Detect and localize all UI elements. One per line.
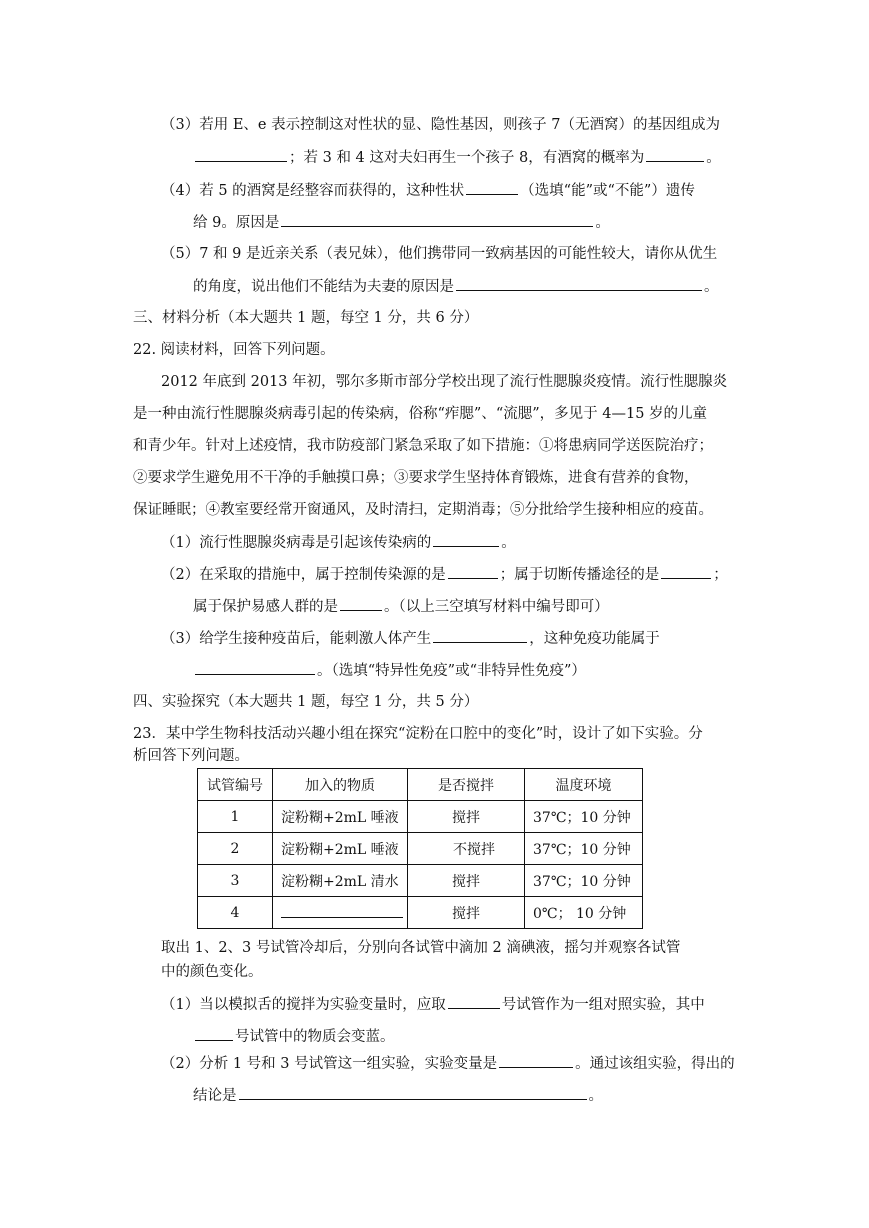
blank[interactable]	[195, 147, 287, 162]
cell: 37℃；10 分钟	[525, 801, 643, 833]
cell: 0℃； 10 分钟	[525, 897, 643, 929]
header-cell: 试管编号	[198, 769, 273, 801]
blank[interactable]	[195, 1026, 233, 1041]
blank[interactable]	[661, 564, 711, 579]
cell: 淀粉糊+2mL 唾液	[273, 801, 408, 833]
cell: 搅拌	[408, 865, 525, 897]
blank[interactable]	[646, 147, 704, 162]
cell: 淀粉糊+2mL 清水	[273, 865, 408, 897]
q22-3-line2: 。（选填“特异性免疫”或“非特异性免疫”）	[193, 660, 586, 681]
section-4-heading: 四、实验探究（本大题共 1 题，每空 1 分，共 5 分）	[133, 694, 479, 710]
blank[interactable]	[281, 903, 403, 918]
experiment-table	[197, 768, 643, 929]
q23-1-line1: （1）当以模拟舌的搅拌为实验变量时，应取 号试管作为一组对照实验，其中	[161, 994, 705, 1015]
cell: 不搅拌	[408, 833, 525, 865]
q22-material-line4: ②要求学生避免用不干净的手触摸口鼻；③要求学生坚持体育锻炼，进食有营养的食物，	[133, 470, 699, 486]
blank[interactable]	[448, 564, 498, 579]
table-row	[198, 897, 643, 929]
q23-instruction-line2: 中的颜色变化。	[161, 964, 263, 980]
cell: 4	[198, 897, 273, 929]
q21-3-line2: ；若 3 和 4 这对夫妇再生一个孩子 8，有酒窝的概率为 。	[193, 147, 721, 168]
q22-3-line1: （3）给学生接种疫苗后，能刺激人体产生 ，这种免疫功能属于	[161, 628, 660, 649]
q23-title-line2: 析回答下列问题。	[133, 748, 249, 764]
cell: 淀粉糊+2mL 唾液	[273, 833, 408, 865]
q22-material-line2: 是一种由流行性腮腺炎病毒引起的传染病，俗称“痄腮”、“流腮”，多见于 4—15 岁的儿童	[133, 406, 708, 422]
cell: 37℃；10 分钟	[525, 833, 643, 865]
q23-instruction-line1: 取出 1、2、3 号试管冷却后，分别向各试管中滴加 2 滴碘液，摇匀并观察各试管	[161, 940, 681, 956]
table-row	[198, 801, 643, 833]
table-row	[198, 865, 643, 897]
blank[interactable]	[281, 212, 593, 227]
cell: 2	[198, 833, 273, 865]
q21-3-line1: （3）若用 E、e 表示控制这对性状的显、隐性基因，则孩子 7（无酒窝）的基因组成为	[161, 117, 720, 133]
q22-2-line2: 属于保护易感人群的是 。（以上三空填写材料中编号即可）	[193, 596, 609, 617]
q22-title: 22. 阅读材料，回答下列问题。	[133, 342, 335, 358]
q23-title-line1: 23．某中学生物科技活动兴趣小组在探究“淀粉在口腔中的变化”时，设计了如下实验。分	[133, 726, 703, 742]
q22-material-line3: 和青少年。针对上述疫情，我市防疫部门紧急采取了如下措施：①将患病同学送医院治疗；	[133, 438, 713, 454]
q21-4-line2: 给 9。原因是 。	[193, 212, 610, 233]
blank[interactable]	[433, 628, 527, 643]
header-cell: 温度环境	[525, 769, 643, 801]
cell: 37℃；10 分钟	[525, 865, 643, 897]
q21-5-line1: （5）7 和 9 是近亲关系（表兄妹），他们携带同一致病基因的可能性较大，请你从优生	[161, 246, 718, 262]
cell: 3	[198, 865, 273, 897]
q23-2-line1: （2）分析 1 号和 3 号试管这一组实验，实验变量是 。通过该组实验，得出的	[161, 1053, 735, 1074]
blank[interactable]	[466, 180, 518, 195]
blank[interactable]	[448, 994, 500, 1009]
blank[interactable]	[433, 532, 499, 547]
q21-4-line1: （4）若 5 的酒窝是经整容而获得的，这种性状 （选填“能”或“不能”）遗传	[161, 180, 695, 201]
blank[interactable]	[239, 1085, 587, 1100]
table-row	[198, 833, 643, 865]
cell: 搅拌	[408, 897, 525, 929]
q22-1: （1）流行性腮腺炎病毒是引起该传染病的 。	[161, 532, 516, 553]
q22-material-line5: 保证睡眠；④教室要经常开窗通风，及时清扫，定期消毒；⑤分批给学生接种相应的疫苗。	[133, 502, 713, 518]
cell: 1	[198, 801, 273, 833]
q23-2-line2: 结论是 。	[193, 1085, 603, 1106]
blank[interactable]	[456, 276, 702, 291]
table-header-row	[198, 769, 643, 801]
header-cell: 是否搅拌	[408, 769, 525, 801]
q22-2-line1: （2）在采取的措施中，属于控制传染源的是 ；属于切断传播途径的是 ；	[161, 564, 728, 585]
cell: 搅拌	[408, 801, 525, 833]
cell	[273, 897, 408, 929]
q22-material-line1: 2012 年底到 2013 年初，鄂尔多斯市部分学校出现了流行性腮腺炎疫情。流行性腮腺炎	[161, 374, 728, 390]
blank[interactable]	[195, 660, 315, 675]
q23-1-line2: 号试管中的物质会变蓝。	[193, 1026, 395, 1047]
blank[interactable]	[499, 1053, 573, 1068]
blank[interactable]	[340, 596, 382, 611]
section-3-heading: 三、材料分析（本大题共 1 题，每空 1 分，共 6 分）	[133, 310, 479, 326]
q21-5-line2: 的角度，说出他们不能结为夫妻的原因是 。	[193, 276, 719, 297]
header-cell: 加入的物质	[273, 769, 408, 801]
